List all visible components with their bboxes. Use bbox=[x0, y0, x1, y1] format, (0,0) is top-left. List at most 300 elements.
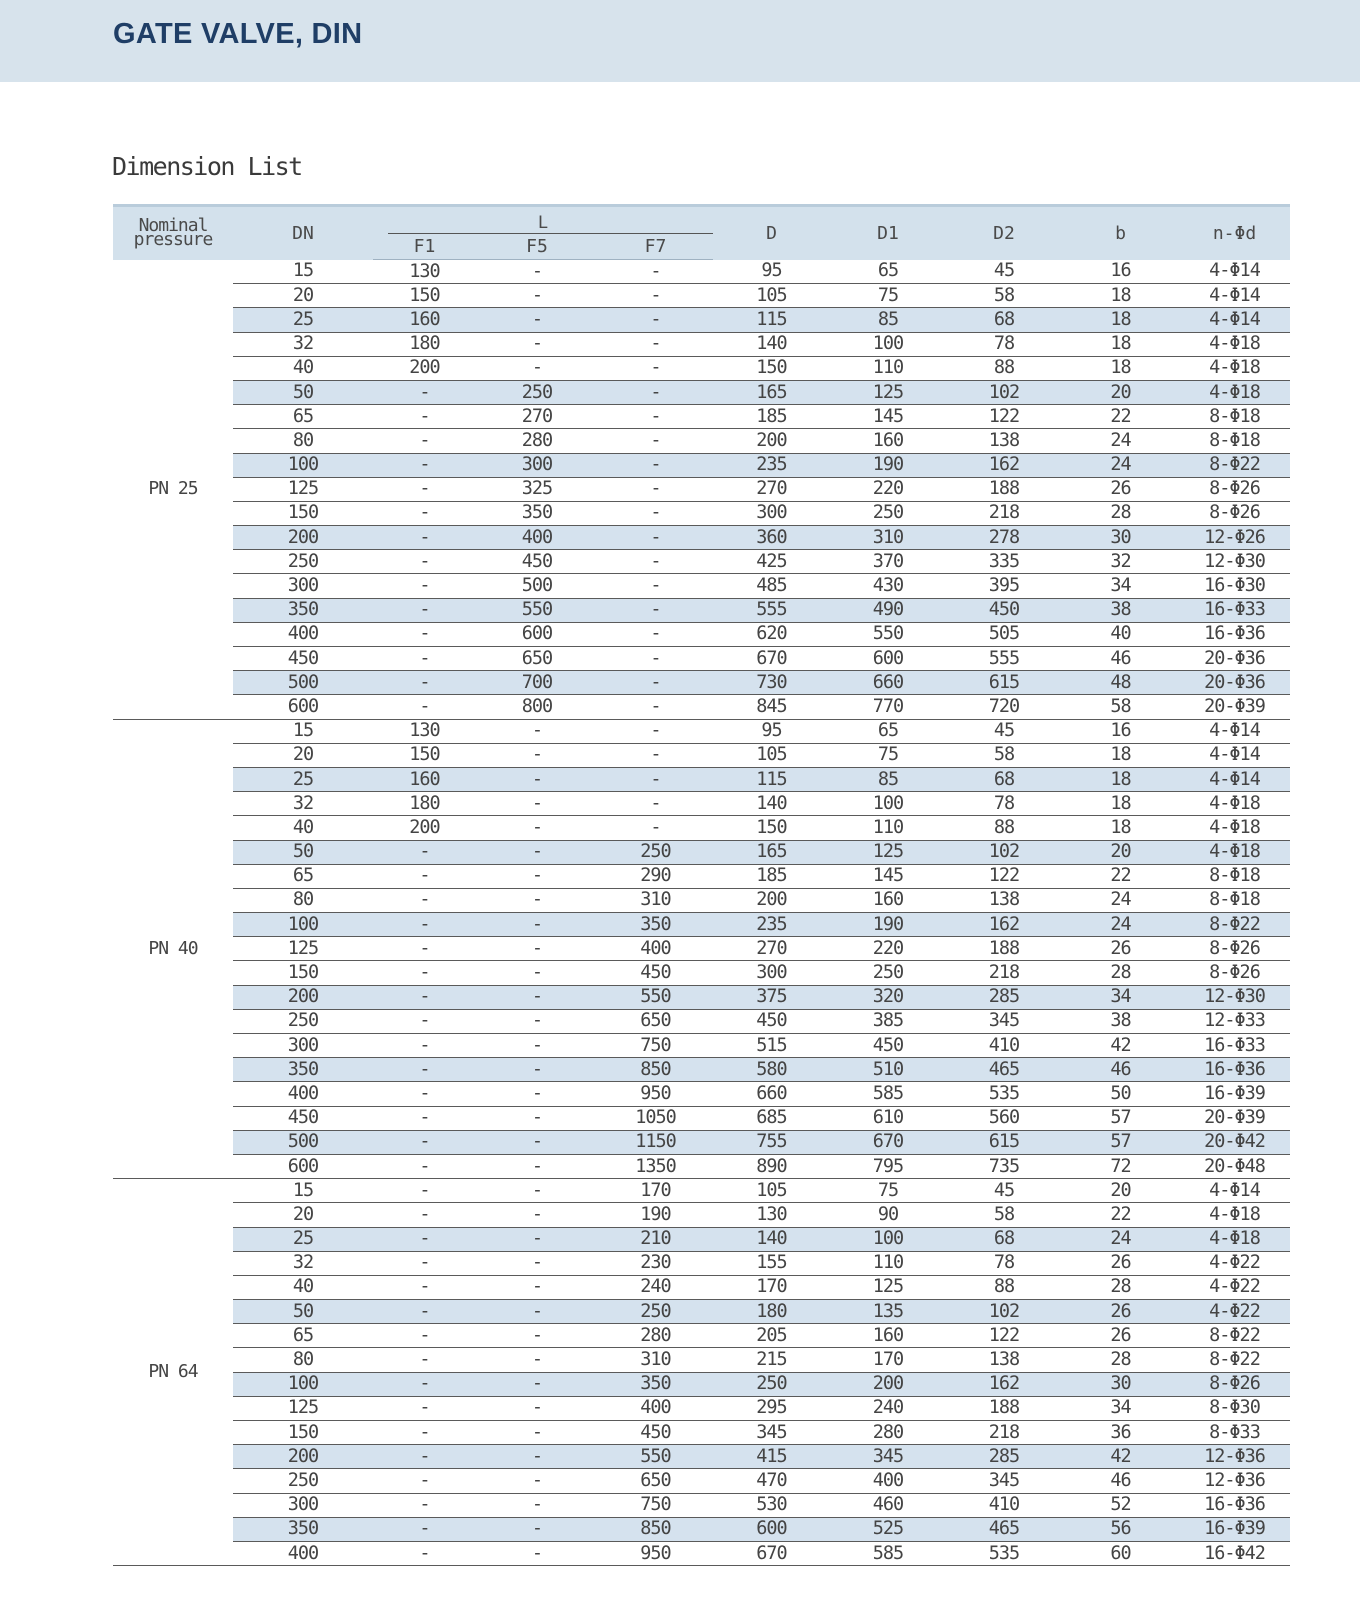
f5-cell: - bbox=[476, 1179, 598, 1203]
f5-cell: - bbox=[476, 1227, 598, 1251]
f1-cell: - bbox=[373, 1009, 476, 1033]
f1-cell: 200 bbox=[373, 816, 476, 840]
d2-cell: 615 bbox=[946, 1130, 1062, 1154]
b-cell: 16 bbox=[1062, 260, 1179, 284]
b-cell: 42 bbox=[1062, 1445, 1179, 1469]
f1-cell: - bbox=[373, 1541, 476, 1565]
n-d-cell: 12-Φ30 bbox=[1179, 550, 1290, 574]
f5-cell: - bbox=[476, 1009, 598, 1033]
n-d-cell: 20-Φ36 bbox=[1179, 671, 1290, 695]
d2-cell: 78 bbox=[946, 792, 1062, 816]
n-d-cell: 4-Φ22 bbox=[1179, 1275, 1290, 1299]
f7-cell: 1050 bbox=[598, 1106, 713, 1130]
f5-cell: - bbox=[476, 961, 598, 985]
f5-cell: - bbox=[476, 1058, 598, 1082]
d-cell: 415 bbox=[713, 1445, 830, 1469]
dn-cell: 20 bbox=[233, 1203, 373, 1227]
table-row bbox=[113, 719, 1290, 743]
b-cell: 20 bbox=[1062, 840, 1179, 864]
n-d-cell: 4-Φ14 bbox=[1179, 284, 1290, 308]
b-cell: 24 bbox=[1062, 453, 1179, 477]
d1-cell: 250 bbox=[830, 961, 946, 985]
f5-cell: 500 bbox=[476, 574, 598, 598]
d-cell: 250 bbox=[713, 1372, 830, 1396]
d2-cell: 102 bbox=[946, 1300, 1062, 1324]
f1-cell: - bbox=[373, 1517, 476, 1541]
dn-cell: 600 bbox=[233, 695, 373, 719]
n-d-cell: 4-Φ18 bbox=[1179, 1203, 1290, 1227]
d2-cell: 162 bbox=[946, 453, 1062, 477]
f5-cell: - bbox=[476, 1275, 598, 1299]
f7-cell: - bbox=[598, 308, 713, 332]
dn-cell: 100 bbox=[233, 453, 373, 477]
d-cell: 130 bbox=[713, 1203, 830, 1227]
dn-cell: 100 bbox=[233, 1372, 373, 1396]
f1-cell: - bbox=[373, 622, 476, 646]
f1-cell: - bbox=[373, 1154, 476, 1178]
dn-cell: 600 bbox=[233, 1154, 373, 1178]
f1-cell: - bbox=[373, 477, 476, 501]
f5-cell: 325 bbox=[476, 477, 598, 501]
dn-cell: 250 bbox=[233, 550, 373, 574]
dn-cell: 100 bbox=[233, 913, 373, 937]
d2-cell: 410 bbox=[946, 1493, 1062, 1517]
d-cell: 620 bbox=[713, 622, 830, 646]
f1-cell: - bbox=[373, 1396, 476, 1420]
f7-cell: - bbox=[598, 453, 713, 477]
nominal-pressure-cell: PN 64 bbox=[113, 1179, 233, 1566]
f5-cell: - bbox=[476, 260, 598, 284]
f7-cell: 950 bbox=[598, 1082, 713, 1106]
d-cell: 165 bbox=[713, 840, 830, 864]
d-cell: 180 bbox=[713, 1300, 830, 1324]
table-row bbox=[113, 1251, 1290, 1275]
f7-cell: 350 bbox=[598, 1372, 713, 1396]
n-d-cell: 20-Φ36 bbox=[1179, 647, 1290, 671]
d2-cell: 720 bbox=[946, 695, 1062, 719]
dn-cell: 15 bbox=[233, 1179, 373, 1203]
d1-cell: 240 bbox=[830, 1396, 946, 1420]
n-d-cell: 4-Φ18 bbox=[1179, 332, 1290, 356]
d2-cell: 505 bbox=[946, 622, 1062, 646]
f7-cell: 1350 bbox=[598, 1154, 713, 1178]
d1-cell: 100 bbox=[830, 792, 946, 816]
d1-cell: 135 bbox=[830, 1300, 946, 1324]
n-d-cell: 8-Φ33 bbox=[1179, 1421, 1290, 1445]
f7-cell: - bbox=[598, 671, 713, 695]
n-d-cell: 12-Φ33 bbox=[1179, 1009, 1290, 1033]
d1-cell: 85 bbox=[830, 767, 946, 791]
dn-cell: 40 bbox=[233, 356, 373, 380]
f7-cell: - bbox=[598, 477, 713, 501]
d-cell: 300 bbox=[713, 501, 830, 525]
table-row bbox=[113, 598, 1290, 622]
d1-cell: 770 bbox=[830, 695, 946, 719]
d1-cell: 385 bbox=[830, 1009, 946, 1033]
b-cell: 28 bbox=[1062, 961, 1179, 985]
n-d-cell: 16-Φ42 bbox=[1179, 1541, 1290, 1565]
d-cell: 235 bbox=[713, 913, 830, 937]
f1-cell: - bbox=[373, 598, 476, 622]
d-cell: 185 bbox=[713, 864, 830, 888]
d2-cell: 465 bbox=[946, 1517, 1062, 1541]
f7-cell: 950 bbox=[598, 1541, 713, 1565]
n-d-cell: 8-Φ18 bbox=[1179, 888, 1290, 912]
dn-cell: 350 bbox=[233, 1517, 373, 1541]
table-row bbox=[113, 767, 1290, 791]
f1-cell: - bbox=[373, 1251, 476, 1275]
table-row bbox=[113, 647, 1290, 671]
d-cell: 755 bbox=[713, 1130, 830, 1154]
dn-cell: 80 bbox=[233, 1348, 373, 1372]
column-header-f5: F5 bbox=[476, 234, 598, 260]
column-header-d1: D1 bbox=[830, 206, 946, 260]
d2-cell: 560 bbox=[946, 1106, 1062, 1130]
table-row bbox=[113, 1541, 1290, 1565]
table-row bbox=[113, 792, 1290, 816]
n-d-cell: 12-Φ36 bbox=[1179, 1445, 1290, 1469]
dn-cell: 125 bbox=[233, 1396, 373, 1420]
dn-cell: 150 bbox=[233, 501, 373, 525]
d-cell: 485 bbox=[713, 574, 830, 598]
d1-cell: 75 bbox=[830, 284, 946, 308]
b-cell: 16 bbox=[1062, 719, 1179, 743]
d-cell: 170 bbox=[713, 1275, 830, 1299]
d-cell: 185 bbox=[713, 405, 830, 429]
f5-cell: 800 bbox=[476, 695, 598, 719]
f1-cell: - bbox=[373, 1421, 476, 1445]
b-cell: 24 bbox=[1062, 888, 1179, 912]
column-header-b: b bbox=[1062, 206, 1179, 260]
f5-cell: - bbox=[476, 1469, 598, 1493]
f7-cell: 750 bbox=[598, 1493, 713, 1517]
b-cell: 52 bbox=[1062, 1493, 1179, 1517]
f1-cell: 180 bbox=[373, 792, 476, 816]
d-cell: 150 bbox=[713, 816, 830, 840]
d-cell: 300 bbox=[713, 961, 830, 985]
table-row bbox=[113, 1469, 1290, 1493]
d2-cell: 555 bbox=[946, 647, 1062, 671]
f5-cell: - bbox=[476, 1348, 598, 1372]
d2-cell: 188 bbox=[946, 477, 1062, 501]
f1-cell: - bbox=[373, 1106, 476, 1130]
f5-cell: - bbox=[476, 719, 598, 743]
n-d-cell: 16-Φ36 bbox=[1179, 1493, 1290, 1517]
d1-cell: 75 bbox=[830, 743, 946, 767]
d-cell: 155 bbox=[713, 1251, 830, 1275]
dn-cell: 400 bbox=[233, 622, 373, 646]
table-row bbox=[113, 380, 1290, 404]
f7-cell: 170 bbox=[598, 1179, 713, 1203]
f5-cell: - bbox=[476, 840, 598, 864]
f5-cell: - bbox=[476, 1251, 598, 1275]
d1-cell: 250 bbox=[830, 501, 946, 525]
d2-cell: 68 bbox=[946, 767, 1062, 791]
dn-cell: 50 bbox=[233, 840, 373, 864]
f5-cell: - bbox=[476, 1445, 598, 1469]
n-d-cell: 8-Φ30 bbox=[1179, 1396, 1290, 1420]
b-cell: 57 bbox=[1062, 1130, 1179, 1154]
table-row bbox=[113, 1154, 1290, 1178]
column-header-nominal-pressure: Nominal pressure bbox=[113, 206, 233, 260]
d1-cell: 110 bbox=[830, 1251, 946, 1275]
b-cell: 22 bbox=[1062, 1203, 1179, 1227]
d-cell: 95 bbox=[713, 260, 830, 284]
n-d-cell: 16-Φ36 bbox=[1179, 1058, 1290, 1082]
dn-cell: 65 bbox=[233, 864, 373, 888]
f5-cell: - bbox=[476, 1082, 598, 1106]
b-cell: 32 bbox=[1062, 550, 1179, 574]
d1-cell: 100 bbox=[830, 332, 946, 356]
d-cell: 140 bbox=[713, 332, 830, 356]
f5-cell: - bbox=[476, 1106, 598, 1130]
d2-cell: 88 bbox=[946, 1275, 1062, 1299]
f5-cell: 650 bbox=[476, 647, 598, 671]
d2-cell: 188 bbox=[946, 1396, 1062, 1420]
dn-cell: 125 bbox=[233, 937, 373, 961]
f1-cell: - bbox=[373, 1082, 476, 1106]
column-header-f7: F7 bbox=[598, 234, 713, 260]
n-d-cell: 8-Φ22 bbox=[1179, 1348, 1290, 1372]
f7-cell: 650 bbox=[598, 1469, 713, 1493]
table-row bbox=[113, 1275, 1290, 1299]
f7-cell: - bbox=[598, 622, 713, 646]
f5-cell: - bbox=[476, 1130, 598, 1154]
d1-cell: 160 bbox=[830, 429, 946, 453]
n-d-cell: 4-Φ14 bbox=[1179, 308, 1290, 332]
column-header-n-d: n-Φd bbox=[1179, 206, 1290, 260]
d2-cell: 58 bbox=[946, 743, 1062, 767]
table-row bbox=[113, 1058, 1290, 1082]
f1-cell: - bbox=[373, 1179, 476, 1203]
b-cell: 46 bbox=[1062, 647, 1179, 671]
d2-cell: 78 bbox=[946, 1251, 1062, 1275]
n-d-cell: 4-Φ14 bbox=[1179, 719, 1290, 743]
d-cell: 235 bbox=[713, 453, 830, 477]
d-cell: 295 bbox=[713, 1396, 830, 1420]
dn-cell: 25 bbox=[233, 308, 373, 332]
f1-cell: - bbox=[373, 405, 476, 429]
nominal-pressure-cell: PN 25 bbox=[113, 260, 233, 720]
b-cell: 60 bbox=[1062, 1541, 1179, 1565]
d-cell: 150 bbox=[713, 356, 830, 380]
f5-cell: - bbox=[476, 985, 598, 1009]
f7-cell: 190 bbox=[598, 1203, 713, 1227]
n-d-cell: 8-Φ18 bbox=[1179, 405, 1290, 429]
d1-cell: 490 bbox=[830, 598, 946, 622]
n-d-cell: 16-Φ39 bbox=[1179, 1082, 1290, 1106]
d2-cell: 122 bbox=[946, 1324, 1062, 1348]
d-cell: 105 bbox=[713, 284, 830, 308]
n-d-cell: 4-Φ14 bbox=[1179, 743, 1290, 767]
d1-cell: 345 bbox=[830, 1445, 946, 1469]
d2-cell: 285 bbox=[946, 985, 1062, 1009]
d1-cell: 85 bbox=[830, 308, 946, 332]
d2-cell: 535 bbox=[946, 1082, 1062, 1106]
d2-cell: 218 bbox=[946, 501, 1062, 525]
n-d-cell: 8-Φ22 bbox=[1179, 913, 1290, 937]
d1-cell: 320 bbox=[830, 985, 946, 1009]
d1-cell: 600 bbox=[830, 647, 946, 671]
f1-cell: 160 bbox=[373, 308, 476, 332]
d2-cell: 68 bbox=[946, 1227, 1062, 1251]
f5-cell: - bbox=[476, 937, 598, 961]
f1-cell: - bbox=[373, 1203, 476, 1227]
f1-cell: - bbox=[373, 1469, 476, 1493]
d2-cell: 278 bbox=[946, 526, 1062, 550]
n-d-cell: 4-Φ14 bbox=[1179, 1179, 1290, 1203]
n-d-cell: 12-Φ30 bbox=[1179, 985, 1290, 1009]
f5-cell: - bbox=[476, 767, 598, 791]
dn-cell: 25 bbox=[233, 1227, 373, 1251]
dn-cell: 65 bbox=[233, 1324, 373, 1348]
f1-cell: - bbox=[373, 671, 476, 695]
d1-cell: 450 bbox=[830, 1034, 946, 1058]
d-cell: 530 bbox=[713, 1493, 830, 1517]
n-d-cell: 4-Φ22 bbox=[1179, 1300, 1290, 1324]
d2-cell: 285 bbox=[946, 1445, 1062, 1469]
dimension-table bbox=[113, 204, 1290, 1566]
d-cell: 515 bbox=[713, 1034, 830, 1058]
d2-cell: 335 bbox=[946, 550, 1062, 574]
n-d-cell: 16-Φ39 bbox=[1179, 1517, 1290, 1541]
f5-cell: - bbox=[476, 1517, 598, 1541]
f5-cell: - bbox=[476, 743, 598, 767]
f7-cell: 310 bbox=[598, 1348, 713, 1372]
f1-cell: - bbox=[373, 1227, 476, 1251]
f7-cell: 850 bbox=[598, 1058, 713, 1082]
dn-cell: 15 bbox=[233, 719, 373, 743]
b-cell: 58 bbox=[1062, 695, 1179, 719]
f7-cell: 210 bbox=[598, 1227, 713, 1251]
b-cell: 46 bbox=[1062, 1469, 1179, 1493]
f7-cell: 250 bbox=[598, 1300, 713, 1324]
n-d-cell: 8-Φ26 bbox=[1179, 477, 1290, 501]
page-title: GATE VALVE, DIN bbox=[113, 18, 363, 50]
d2-cell: 138 bbox=[946, 429, 1062, 453]
column-header-f1: F1 bbox=[373, 234, 476, 260]
f5-cell: 280 bbox=[476, 429, 598, 453]
n-d-cell: 20-Φ42 bbox=[1179, 1130, 1290, 1154]
f1-cell: - bbox=[373, 840, 476, 864]
d-cell: 165 bbox=[713, 380, 830, 404]
f7-cell: - bbox=[598, 380, 713, 404]
d1-cell: 670 bbox=[830, 1130, 946, 1154]
b-cell: 36 bbox=[1062, 1421, 1179, 1445]
dn-cell: 20 bbox=[233, 743, 373, 767]
table-row bbox=[113, 888, 1290, 912]
f5-cell: 550 bbox=[476, 598, 598, 622]
f5-cell: 300 bbox=[476, 453, 598, 477]
b-cell: 42 bbox=[1062, 1034, 1179, 1058]
d-cell: 270 bbox=[713, 477, 830, 501]
n-d-cell: 16-Φ36 bbox=[1179, 622, 1290, 646]
f1-cell: - bbox=[373, 1300, 476, 1324]
d1-cell: 160 bbox=[830, 1324, 946, 1348]
f7-cell: - bbox=[598, 501, 713, 525]
d2-cell: 345 bbox=[946, 1009, 1062, 1033]
table-row bbox=[113, 453, 1290, 477]
dn-cell: 80 bbox=[233, 429, 373, 453]
d2-cell: 58 bbox=[946, 284, 1062, 308]
dn-cell: 500 bbox=[233, 1130, 373, 1154]
f5-cell: - bbox=[476, 356, 598, 380]
n-d-cell: 12-Φ26 bbox=[1179, 526, 1290, 550]
d1-cell: 90 bbox=[830, 1203, 946, 1227]
f7-cell: - bbox=[598, 767, 713, 791]
d2-cell: 450 bbox=[946, 598, 1062, 622]
d2-cell: 162 bbox=[946, 1372, 1062, 1396]
f7-cell: - bbox=[598, 792, 713, 816]
b-cell: 22 bbox=[1062, 405, 1179, 429]
dn-cell: 40 bbox=[233, 816, 373, 840]
dn-cell: 150 bbox=[233, 1421, 373, 1445]
d-cell: 470 bbox=[713, 1469, 830, 1493]
d1-cell: 795 bbox=[830, 1154, 946, 1178]
d-cell: 685 bbox=[713, 1106, 830, 1130]
f7-cell: - bbox=[598, 719, 713, 743]
nominal-pressure-cell: PN 40 bbox=[113, 719, 233, 1179]
f7-cell: 450 bbox=[598, 961, 713, 985]
d-cell: 360 bbox=[713, 526, 830, 550]
d-cell: 670 bbox=[713, 1541, 830, 1565]
f1-cell: - bbox=[373, 1275, 476, 1299]
f7-cell: - bbox=[598, 598, 713, 622]
dn-cell: 300 bbox=[233, 1493, 373, 1517]
f5-cell: 350 bbox=[476, 501, 598, 525]
dn-cell: 80 bbox=[233, 888, 373, 912]
d-cell: 105 bbox=[713, 1179, 830, 1203]
d-cell: 425 bbox=[713, 550, 830, 574]
b-cell: 56 bbox=[1062, 1517, 1179, 1541]
b-cell: 28 bbox=[1062, 501, 1179, 525]
n-d-cell: 8-Φ26 bbox=[1179, 961, 1290, 985]
table-row bbox=[113, 501, 1290, 525]
table-row bbox=[113, 1348, 1290, 1372]
f7-cell: 1150 bbox=[598, 1130, 713, 1154]
d-cell: 95 bbox=[713, 719, 830, 743]
d1-cell: 110 bbox=[830, 816, 946, 840]
table-row bbox=[113, 1179, 1290, 1203]
f5-cell: - bbox=[476, 1541, 598, 1565]
n-d-cell: 4-Φ18 bbox=[1179, 816, 1290, 840]
d-cell: 105 bbox=[713, 743, 830, 767]
f7-cell: 850 bbox=[598, 1517, 713, 1541]
d-cell: 200 bbox=[713, 429, 830, 453]
table-row bbox=[113, 816, 1290, 840]
d-cell: 660 bbox=[713, 1082, 830, 1106]
d2-cell: 45 bbox=[946, 1179, 1062, 1203]
table-row bbox=[113, 1300, 1290, 1324]
dn-cell: 250 bbox=[233, 1009, 373, 1033]
b-cell: 18 bbox=[1062, 743, 1179, 767]
dn-cell: 32 bbox=[233, 332, 373, 356]
n-d-cell: 4-Φ14 bbox=[1179, 767, 1290, 791]
dn-cell: 40 bbox=[233, 1275, 373, 1299]
dn-cell: 300 bbox=[233, 1034, 373, 1058]
f1-cell: - bbox=[373, 985, 476, 1009]
f1-cell: - bbox=[373, 380, 476, 404]
n-d-cell: 20-Φ48 bbox=[1179, 1154, 1290, 1178]
f1-cell: - bbox=[373, 1445, 476, 1469]
d1-cell: 525 bbox=[830, 1517, 946, 1541]
d2-cell: 122 bbox=[946, 864, 1062, 888]
f1-cell: - bbox=[373, 453, 476, 477]
d1-cell: 220 bbox=[830, 937, 946, 961]
f1-cell: - bbox=[373, 1058, 476, 1082]
dn-cell: 200 bbox=[233, 985, 373, 1009]
b-cell: 18 bbox=[1062, 332, 1179, 356]
